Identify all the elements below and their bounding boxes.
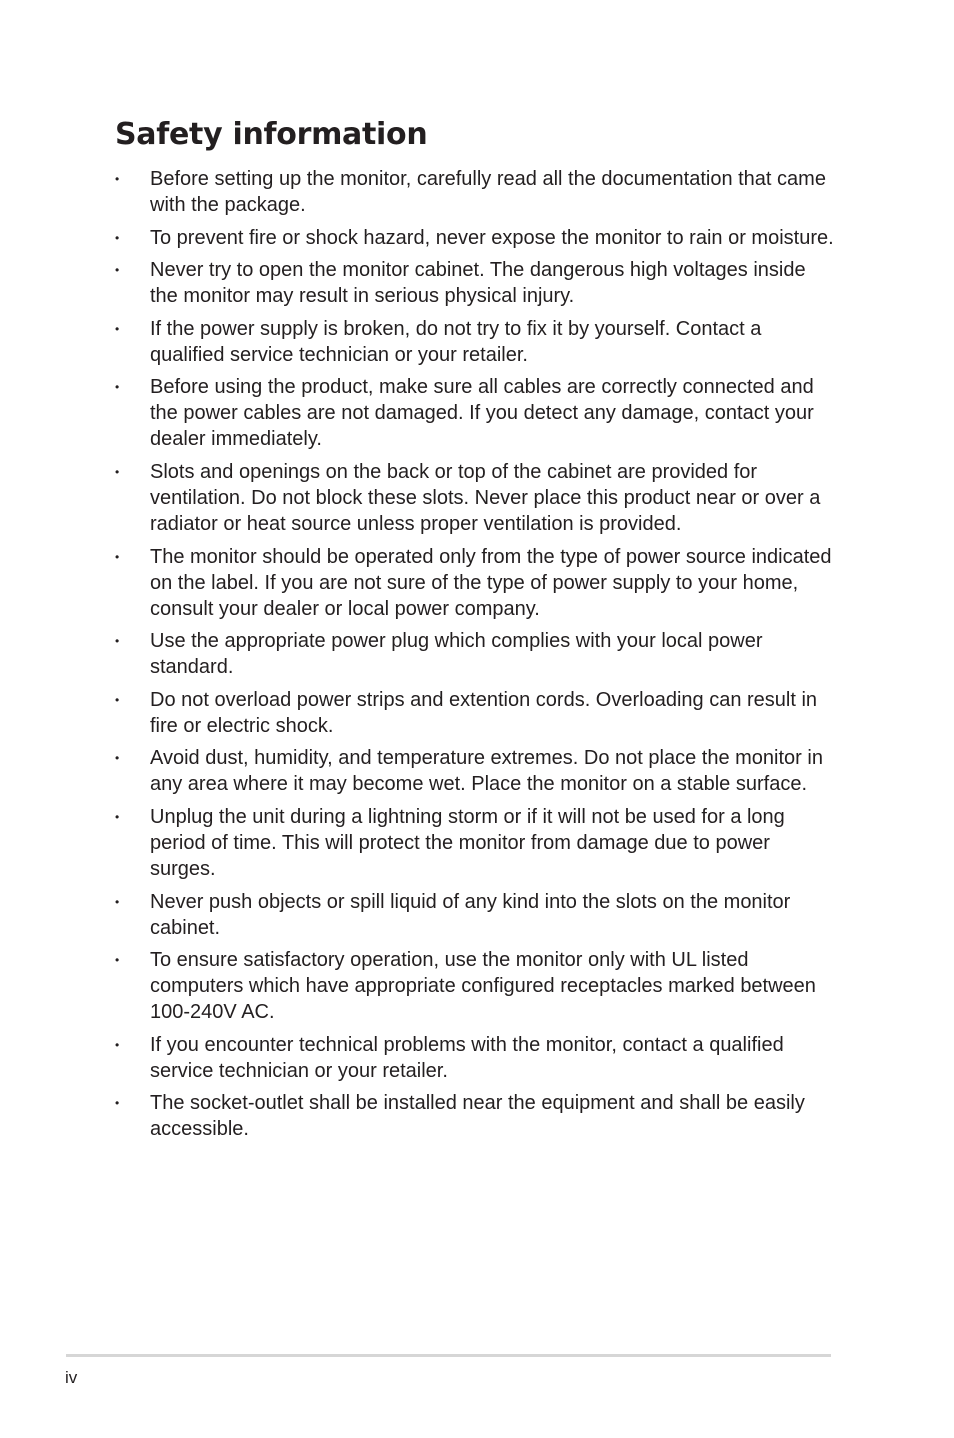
safety-bullet-item	[115, 745, 835, 797]
bullet-marker: •	[115, 380, 120, 395]
bullet-text: Never try to open the monitor cabinet. The dangerous high voltages inside the monitor may result in serious physical injury.	[150, 259, 806, 308]
bullet-marker: •	[115, 1037, 120, 1052]
safety-bullet-item	[115, 889, 835, 941]
bullet-text: To ensure satisfactory operation, use the monitor only with UL listed computers which have appropriate configured receptacles marked between 100-240V AC.	[150, 949, 816, 1024]
safety-bullet-item	[115, 628, 835, 680]
safety-bullet-item	[115, 544, 835, 622]
bullet-text: The socket-outlet shall be installed near the equipment and shall be easily accessible.	[150, 1092, 805, 1141]
safety-bullet-item	[115, 225, 835, 251]
safety-bullet-item	[115, 166, 835, 218]
bullet-text: To prevent fire or shock hazard, never expose the monitor to rain or moisture.	[150, 226, 834, 249]
bullet-marker: •	[115, 953, 120, 968]
bullet-marker: •	[115, 692, 120, 707]
bullet-text: If the power supply is broken, do not try to fix it by yourself. Contact a qualified service technician or your retailer.	[150, 317, 762, 366]
bullet-marker: •	[115, 894, 120, 909]
bullet-text: Slots and openings on the back or top of the cabinet are provided for ventilation. Do not block these slots. Never place this product near or over a radiator or heat source unless proper ventilation is provided.	[150, 460, 821, 535]
bullet-text: Unplug the unit during a lightning storm or if it will not be used for a long period of time. This will protect the monitor from damage due to power surges.	[150, 805, 785, 880]
bullet-marker: •	[115, 464, 120, 479]
safety-bullet-item	[115, 257, 835, 309]
bullet-marker: •	[115, 549, 120, 564]
bullet-marker: •	[115, 1096, 120, 1111]
safety-bullet-item	[115, 947, 835, 1025]
safety-bullet-list	[115, 166, 835, 1149]
bullet-marker: •	[115, 230, 120, 245]
bullet-text: Do not overload power strips and extention cords. Overloading can result in fire or electric shock.	[150, 688, 818, 737]
safety-bullet-item	[115, 1032, 835, 1084]
bullet-marker: •	[115, 634, 120, 649]
bullet-text: Before using the product, make sure all cables are correctly connected and the power cables are not damaged. If you detect any damage, contact your dealer immediately.	[150, 376, 814, 451]
bullet-text: If you encounter technical problems with the monitor, contact a qualified service technician or your retailer.	[150, 1033, 784, 1082]
bullet-marker: •	[115, 321, 120, 336]
page-number: iv	[65, 1368, 78, 1387]
page-title: Safety information	[115, 117, 428, 152]
bullet-marker: •	[115, 263, 120, 278]
bullet-text: Never push objects or spill liquid of any kind into the slots on the monitor cabinet.	[150, 890, 791, 939]
footer-divider	[66, 1354, 831, 1357]
safety-bullet-item	[115, 687, 835, 739]
safety-bullet-item	[115, 1090, 835, 1142]
bullet-marker: •	[115, 172, 120, 186]
safety-bullet-item	[115, 804, 835, 882]
safety-bullet-item	[115, 316, 835, 368]
bullet-marker: •	[115, 809, 120, 824]
bullet-marker: •	[115, 751, 120, 766]
safety-bullet-item	[115, 459, 835, 537]
bullet-text: Avoid dust, humidity, and temperature extremes. Do not place the monitor in any area where it may become wet. Place the monitor on a stable surface.	[150, 747, 823, 796]
bullet-text: The monitor should be operated only from the type of power source indicated on the label. If you are not sure of the type of power supply to your home, consult your dealer or local power company.	[150, 545, 832, 620]
bullet-text: Use the appropriate power plug which complies with your local power standard.	[150, 630, 763, 679]
bullet-text: Before setting up the monitor, carefully read all the documentation that came with the package.	[150, 168, 826, 216]
safety-bullet-item	[115, 374, 835, 452]
